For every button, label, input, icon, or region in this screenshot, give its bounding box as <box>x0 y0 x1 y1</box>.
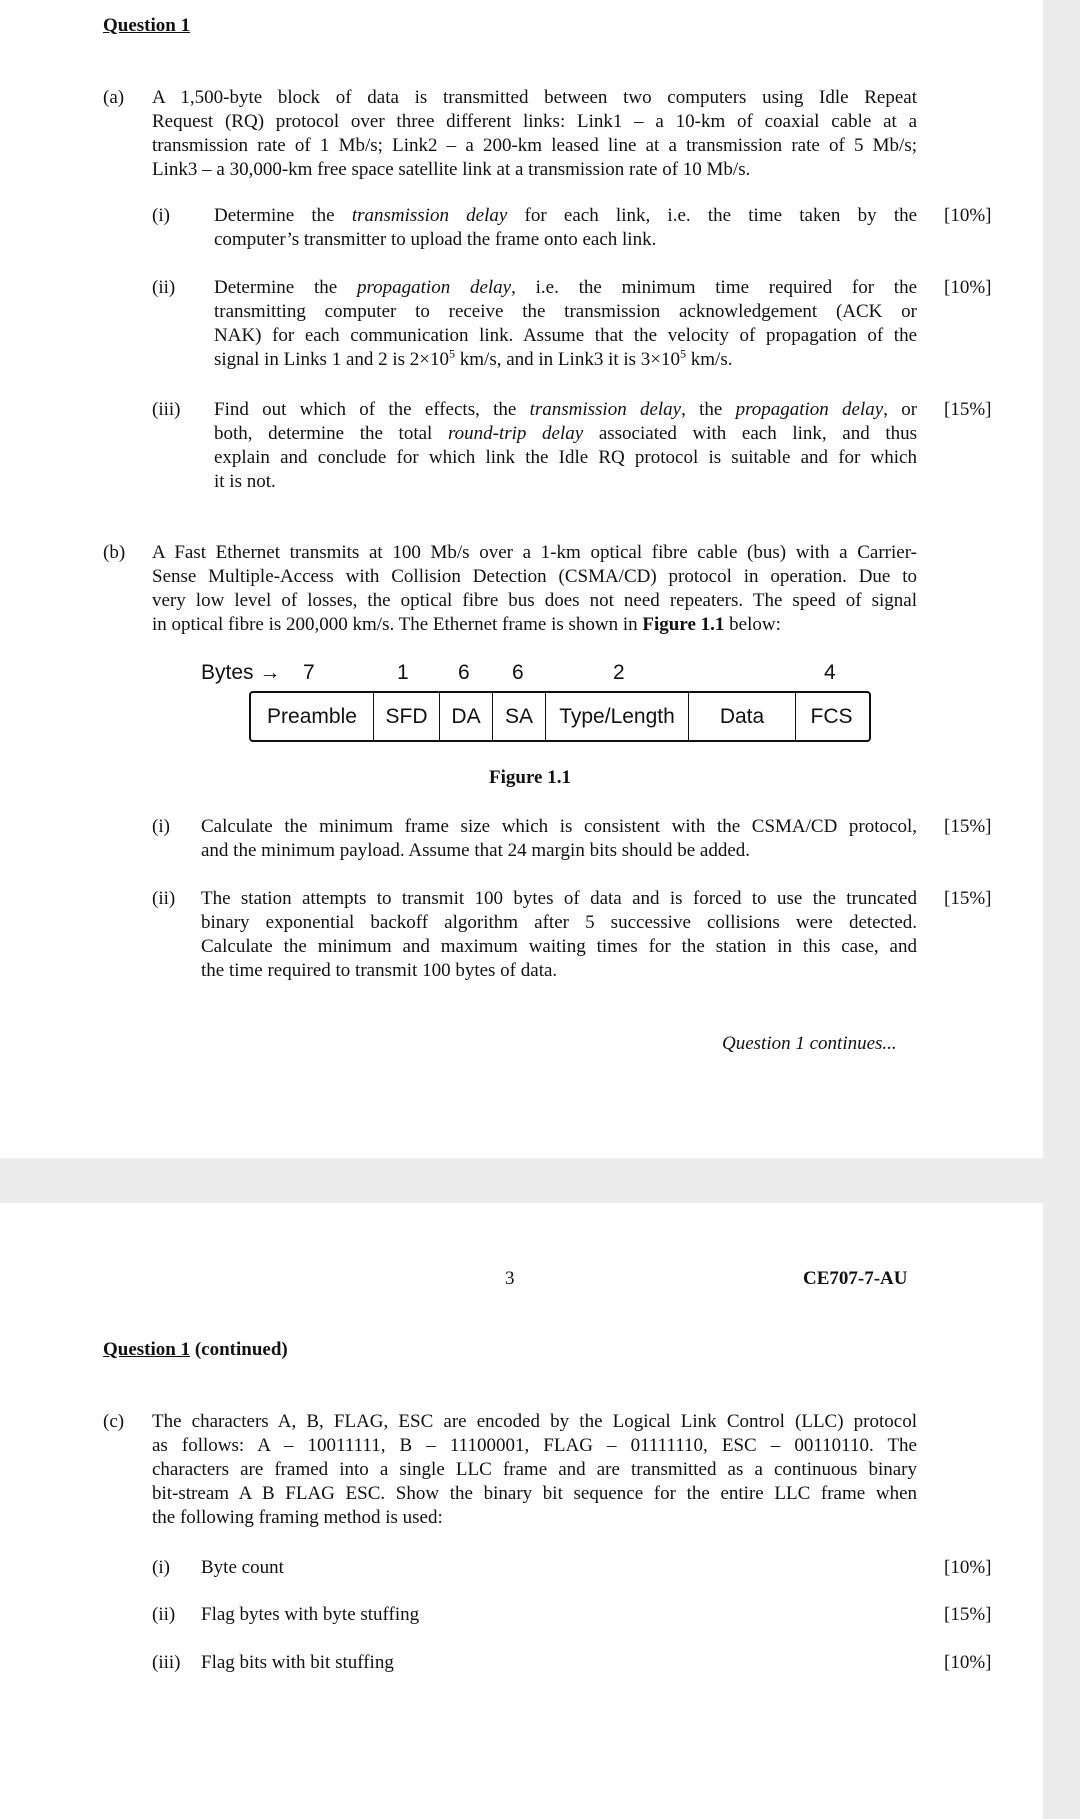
part-a-iii-label: (iii) <box>152 399 181 420</box>
frame-field-da: DA <box>440 693 493 740</box>
figure-byte-count: 6 <box>512 661 524 684</box>
text-line: as follows: A – 10011111, B – 11100001, FLAG – 01111110, ESC – 00110110. The <box>152 1435 917 1456</box>
text-line: Link3 – a 30,000-km free space satellite link at a transmission rate of 10 Mb/s. <box>152 159 751 180</box>
ethernet-frame-diagram <box>249 691 871 742</box>
frame-field-data: Data <box>689 693 796 740</box>
text-line: A Fast Ethernet transmits at 100 Mb/s over a 1-km optical fibre cable (bus) with a Carrier- <box>152 542 917 563</box>
part-a-iii-text <box>214 398 917 494</box>
part-c-text <box>152 1410 917 1530</box>
module-code: CE707-7-AU <box>803 1268 908 1289</box>
text-line: both, determine the total round-trip delay associated with each link, and thus <box>214 423 917 444</box>
text-line: Sense Multiple-Access with Collision Detection (CSMA/CD) protocol in operation. Due to <box>152 566 917 587</box>
exam-page-bottom <box>0 1203 1043 1819</box>
text-line: transmission rate of 1 Mb/s; Link2 – a 200-km leased line at a transmission rate of 5 Mb/s; <box>152 135 917 156</box>
frame-field-sfd: SFD <box>374 693 440 740</box>
mark-c-i: [10%] <box>944 1557 992 1578</box>
mark-a-iii: [15%] <box>944 399 992 420</box>
figure-byte-count: 6 <box>458 661 470 684</box>
text-line: A 1,500-byte block of data is transmitted between two computers using Idle Repeat <box>152 87 917 108</box>
mark-c-ii: [15%] <box>944 1604 992 1625</box>
text-line: in optical fibre is 200,000 km/s. The Ethernet frame is shown in Figure 1.1 below: <box>152 614 781 635</box>
text-line: bit-stream A B FLAG ESC. Show the binary bit sequence for the entire LLC frame when <box>152 1483 917 1504</box>
text-line: Request (RQ) protocol over three different links: Link1 – a 10-km of coaxial cable at a <box>152 111 917 132</box>
mark-c-iii: [10%] <box>944 1652 992 1673</box>
text-line: signal in Links 1 and 2 is $2\times 10^5$ km/s, and in Link3 it is $3\times 10^5$ km/s. <box>214 346 733 370</box>
part-a-i-label: (i) <box>152 205 170 226</box>
text-line: computer’s transmitter to upload the frame onto each link. <box>214 229 657 250</box>
text-line: binary exponential backoff algorithm after 5 successive collisions were detected. <box>201 912 917 933</box>
figure-byte-count: 2 <box>613 661 625 684</box>
part-a-ii-label: (ii) <box>152 277 176 298</box>
part-b-text <box>152 541 917 637</box>
part-c-label: (c) <box>103 1411 125 1432</box>
part-b-ii-text <box>201 887 917 983</box>
text-line: the time required to transmit 100 bytes of data. <box>201 960 558 981</box>
part-a-label: (a) <box>103 87 125 108</box>
text-line: very low level of losses, the optical fibre bus does not need repeaters. The speed of signal <box>152 590 917 611</box>
text-line: Determine the transmission delay for each link, i.e. the time taken by the <box>214 205 918 226</box>
text-line: The station attempts to transmit 100 bytes of data and is forced to use the truncated <box>201 888 917 909</box>
question-continues-note: Question 1 continues... <box>722 1033 897 1054</box>
figure-byte-count: 7 <box>303 661 315 684</box>
frame-field-sa: SA <box>493 693 546 740</box>
part-c-i-label: (i) <box>152 1557 170 1578</box>
frame-field-preamble: Preamble <box>251 693 374 740</box>
frame-field-fcs: FCS <box>810 704 853 728</box>
text-line: and the minimum payload. Assume that 24 margin bits should be added. <box>201 840 750 861</box>
figure-byte-count: 1 <box>397 661 409 684</box>
part-c-ii-text: Flag bytes with byte stuffing <box>201 1604 420 1625</box>
figure-byte-count: 4 <box>824 661 836 684</box>
mark-a-i: [10%] <box>944 205 992 226</box>
part-a-text <box>152 86 917 182</box>
text-line: it is not. <box>214 471 276 492</box>
text-line: the following framing method is used: <box>152 1507 443 1528</box>
part-b-i-label: (i) <box>152 816 170 837</box>
mark-a-ii: [10%] <box>944 277 992 298</box>
text-line: characters are framed into a single LLC frame and are transmitted as a continuous binary <box>152 1459 917 1480</box>
part-b-label: (b) <box>103 542 126 563</box>
part-c-i-text: Byte count <box>201 1557 284 1578</box>
figure-bytes-label: Bytes → <box>201 661 281 684</box>
part-c-iii-label: (iii) <box>152 1652 181 1673</box>
mark-b-ii: [15%] <box>944 888 992 909</box>
text-line: Calculate the minimum frame size which is consistent with the CSMA/CD protocol, <box>201 816 917 837</box>
text-line: The characters A, B, FLAG, ESC are encoded by the Logical Link Control (LLC) protocol <box>152 1411 917 1432</box>
frame-field-type-length: Type/Length <box>546 693 689 740</box>
text-line: Find out which of the effects, the transmission delay, the propagation delay, or <box>214 399 918 420</box>
part-b-i-text <box>201 815 917 863</box>
page-number: 3 <box>505 1268 515 1289</box>
part-a-i-text <box>214 204 917 252</box>
text-line: Calculate the minimum and maximum waiting times for the station in this case, and <box>201 936 917 957</box>
part-c-ii-label: (ii) <box>152 1604 176 1625</box>
part-b-ii-label: (ii) <box>152 888 176 909</box>
question-heading: Question 1 <box>103 15 191 36</box>
figure-caption: Figure 1.1 <box>489 767 571 788</box>
text-line: NAK) for each communication link. Assume that the velocity of propagation of the <box>214 325 917 346</box>
text-line: explain and conclude for which link the Idle RQ protocol is suitable and for which <box>214 447 917 468</box>
part-c-iii-text: Flag bits with bit stuffing <box>201 1652 394 1673</box>
text-line: Determine the propagation delay, i.e. the minimum time required for the <box>214 277 917 298</box>
mark-b-i: [15%] <box>944 816 992 837</box>
question-heading-continued: Question 1 (continued) <box>103 1339 288 1360</box>
text-line: transmitting computer to receive the transmission acknowledgement (ACK or <box>214 301 917 322</box>
part-a-ii-text <box>214 276 917 372</box>
